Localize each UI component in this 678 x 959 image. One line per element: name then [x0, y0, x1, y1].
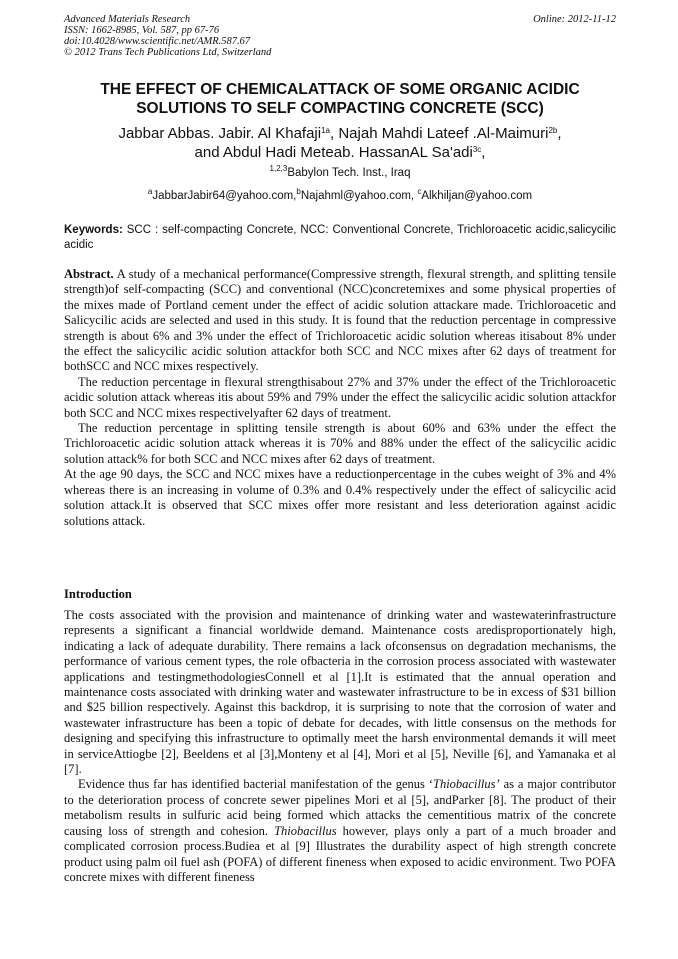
author-3-sup: 3c [472, 145, 482, 154]
keywords-label: Keywords: [64, 224, 123, 236]
journal-header [64, 14, 616, 58]
author-3-end: , [481, 144, 486, 161]
doi-line: doi:10.4028/www.scientific.net/AMR.587.67 [64, 36, 251, 47]
author-line-1 [64, 124, 616, 143]
copyright-line: © 2012 Trans Tech Publications Ltd, Switzerland [64, 47, 272, 58]
email-c-sup: c [417, 187, 422, 196]
author-1-sup: 1a [321, 126, 331, 135]
author-emails [64, 189, 616, 203]
journal-name: Advanced Materials Research [64, 14, 191, 25]
issn-line: ISSN: 1662-8985, Vol. 587, pp 67-76 [64, 25, 220, 36]
author-2-end: , [557, 125, 562, 142]
author-list [64, 124, 616, 162]
email-b: Najahml@yahoo.com, [300, 190, 418, 202]
genus-name-1: Thiobacillus’ [433, 777, 500, 792]
introduction-body [64, 608, 616, 885]
affiliation-text: Babylon Tech. Inst., Iraq [287, 167, 411, 179]
title-line-2: SOLUTIONS TO SELF COMPACTING CONCRETE (SCC) [136, 100, 544, 117]
author-1: Jabbar Abbas. Jabir. Al Khafaji [118, 125, 322, 142]
abstract [64, 267, 616, 529]
affiliation [64, 166, 616, 180]
title-line-1: THE EFFECT OF CHEMICALATTACK OF SOME ORGANIC ACIDIC [100, 81, 580, 98]
intro-p2-text-b: as a major contributor to the deterioration process of concrete sewer pipelines Mori et al [5], andParker [8]. The product of their metabolism results in sulfuric acid being formed which attacks the cementitious matrix of the concrete causing loss of strength and cohesion. [64, 777, 616, 838]
abstract-text-1: A study of a mechanical performance(Compressive strength, flexural strength, and splitting tensile strength)of self-compacting (SCC) and conventional (NCC)concretemixes and some physical properties of the mixes made of Portland cement under the effect of acidic solution attackare made. Trichloroacetic and Salicycilic acids are selected and used in this study. It is found that the reduction percentage in compressive strength is about 6% and 3% under the effect of Trichloroacetic acidic solution whereas itisabout 8% under the effect the salicycilic acidic solution attackfor both SCC and NCC mixes after 62 days of treatment for bothSCC and NCC mixes respectively. [64, 267, 616, 374]
introduction-paragraph-2 [64, 777, 616, 885]
author-3: and Abdul Hadi Meteab. HassanAL Sa'adi [194, 144, 473, 161]
email-c: Alkhiljan@yahoo.com [421, 190, 533, 202]
abstract-paragraph-2: The reduction percentage in flexural strengthisabout 27% and 37% under the effect of the Trichloroacetic acidic solution attack whereas itis about 59% and 79% under the effect the salicycilic acidic solution attackfor both SCC and NCC mixes respectivelyafter 62 days of treatment. [64, 374, 616, 420]
author-2-sup: 2b [548, 126, 558, 135]
abstract-paragraph-4: At the age 90 days, the SCC and NCC mixes have a reductionpercentage in the cubes weight of 3% and 4% whereas there is an increasing in volume of 0.3% and 0.4% respectively under the effect of salicycilic acid solution attack.It is observed that SCC mixes offer more resistant and less deterioration against acidic solutions attack. [64, 467, 616, 528]
author-line-2 [64, 143, 616, 162]
affiliation-sup: 1,2,3 [269, 164, 288, 173]
abstract-label: Abstract. [64, 267, 114, 281]
intro-p2-text-c: however, plays only a part of a much broader and complicated corrosion process.Budiea et al [9] Illustrates the durability aspect of high strength concrete product using palm oil fuel ash (POFA) of different fineness when exposed to acidic environment. Two POFA concrete mixes with different fineness [64, 823, 616, 884]
introduction-paragraph-1: The costs associated with the provision and maintenance of drinking water and wastewaterinfrastructure represents a significant a financial worldwide demand. Maintenance costs aredisproportionately high, indicating a lack of adequate durability. There remains a lack ofconsensus on degradation mechanisms, the performance of various cement types, the role ofbacteria in the corrosion process associated with wastewater applications and testingmethodologiesConnell et al [1].It is estimated that the annual operation and maintenance costs associated with drinking water and wastewater infrastructure to be in excess of $31 billion and $25 billion respectively. Against this backdrop, it is surprising to note that the corrosion of water and wastewater infrastructure has been a topic of debate for decades, with little consensus on the methods for designing and specifying this infrastructure to optimally meet the harsh environmental demands it will meet in serviceAttiogbe [2], Beeldens et al [3],Monteny et al [4], Mori et al [5], Neville [6], and Yamanaka et al [7]. [64, 608, 616, 777]
abstract-paragraph-1 [64, 267, 616, 375]
genus-name-2: Thiobacillus [274, 823, 337, 838]
online-date: Online: 2012-11-12 [533, 14, 616, 25]
keywords-text: SCC : self-compacting Concrete, NCC: Conventional Concrete, Trichloroacetic acidic,salicycilic acidic [64, 224, 616, 251]
paper-title [64, 80, 616, 118]
author-2: , Najah Mahdi Lateef .Al-Maimuri [330, 125, 549, 142]
introduction-heading: Introduction [64, 587, 132, 601]
email-b-sup: b [296, 187, 301, 196]
email-a: JabbarJabir64@yahoo.com, [152, 190, 297, 202]
keywords [64, 223, 616, 253]
email-a-sup: a [147, 187, 153, 196]
abstract-paragraph-3: The reduction percentage in splitting tensile strength is about 60% and 63% under the effect the Trichloroacetic acidic solution attack whereas it is 70% and 88% under the effect of the salicycilic acidic solution attack% for both SCC and NCC mixes after 62 days of treatment. [64, 421, 616, 466]
intro-p2-text-a: Evidence thus far has identified bacterial manifestation of the genus ‘ [78, 777, 433, 792]
